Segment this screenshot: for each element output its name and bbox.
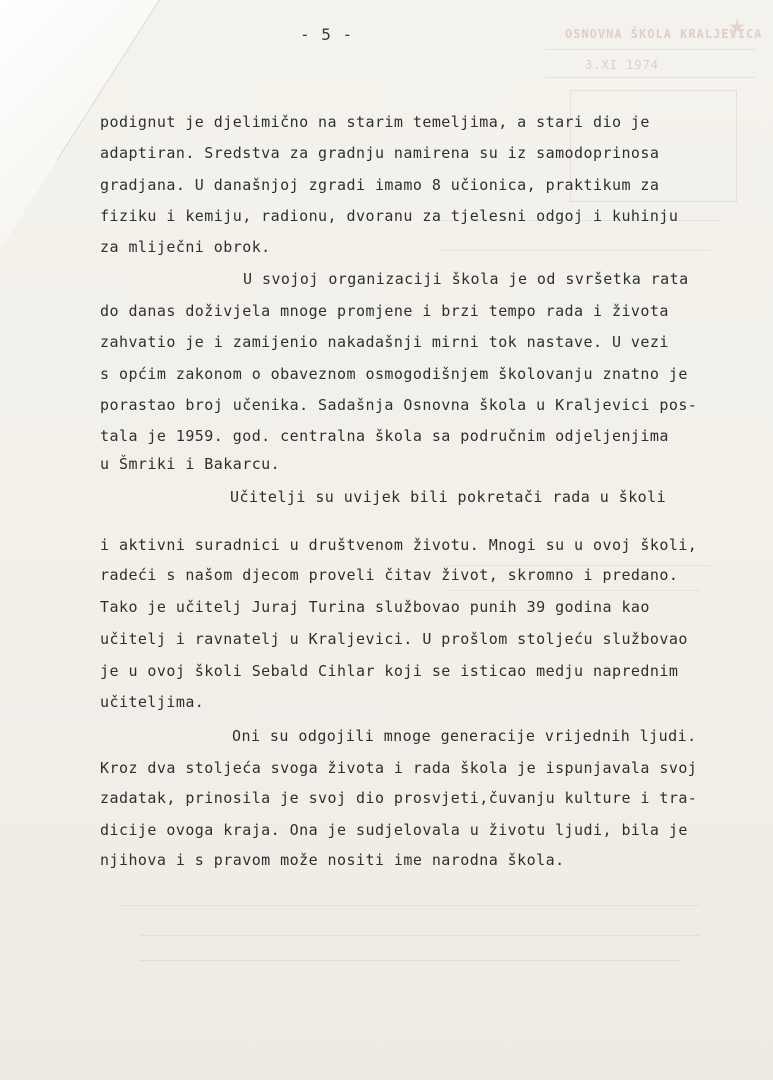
text-line: zahvatio je i zamijenio nakadašnji mirni tok nastave. U vezi: [100, 333, 669, 351]
text-line: do danas doživjela mnoge promjene i brzi tempo rada i života: [100, 302, 669, 320]
text-line: tala je 1959. god. centralna škola sa područnim odjeljenjima: [100, 427, 669, 445]
text-line: i aktivni suradnici u društvenom životu. Mnogi su u ovoj školi,: [100, 536, 698, 554]
text-line: Kroz dva stoljeća svoga života i rada škola je ispunjavala svoj: [100, 759, 698, 777]
text-line: je u ovoj školi Sebald Cihlar koji se isticao medju naprednim: [100, 662, 679, 680]
text-line: Oni su odgojili mnoge generacije vrijednih ljudi.: [232, 727, 697, 745]
text-line: fiziku i kemiju, radionu, dvoranu za tjelesni odgoj i kuhinju: [100, 207, 679, 225]
text-line: U svojoj organizaciji škola je od svršetka rata: [243, 270, 689, 288]
stamp-date: 3.XI 1974: [585, 58, 660, 72]
text-line: porastao broj učenika. Sadašnja Osnovna škola u Kraljevici pos-: [100, 396, 698, 414]
text-line: s općim zakonom o obaveznom osmogodišnjem školovanju znatno je: [100, 365, 688, 383]
text-line: učitelj i ravnatelj u Kraljevici. U prošlom stoljeću službovao: [100, 630, 688, 648]
text-line: dicije ovoga kraja. Ona je sudjelovala u životu ljudi, bila je: [100, 821, 688, 839]
text-line: gradjana. U današnjoj zgradi imamo 8 učionica, praktikum za: [100, 176, 660, 194]
text-line: za mliječni obrok.: [100, 238, 271, 256]
page-number: - 5 -: [300, 25, 354, 44]
text-line: Tako je učitelj Juraj Turina službovao punih 39 godina kao: [100, 598, 650, 616]
text-line: učiteljima.: [100, 693, 205, 711]
text-line: Učitelji su uvijek bili pokretači rada u školi: [230, 488, 667, 506]
text-line: radeći s našom djecom proveli čitav život, skromno i predano.: [100, 566, 679, 584]
text-line: njihova i s pravom može nositi ime narodna škola.: [100, 851, 565, 869]
text-line: zadatak, prinosila je svoj dio prosvjeti,čuvanju kulture i tra-: [100, 789, 698, 807]
text-line: u Šmriki i Bakarcu.: [100, 455, 281, 473]
text-line: adaptiran. Sredstva za gradnju namirena su iz samodoprinosa: [100, 144, 660, 162]
text-line: podignut je djelimično na starim temeljima, a stari dio je: [100, 113, 650, 131]
stamp-title: OSNOVNA ŠKOLA KRALJEVICA: [565, 27, 763, 41]
